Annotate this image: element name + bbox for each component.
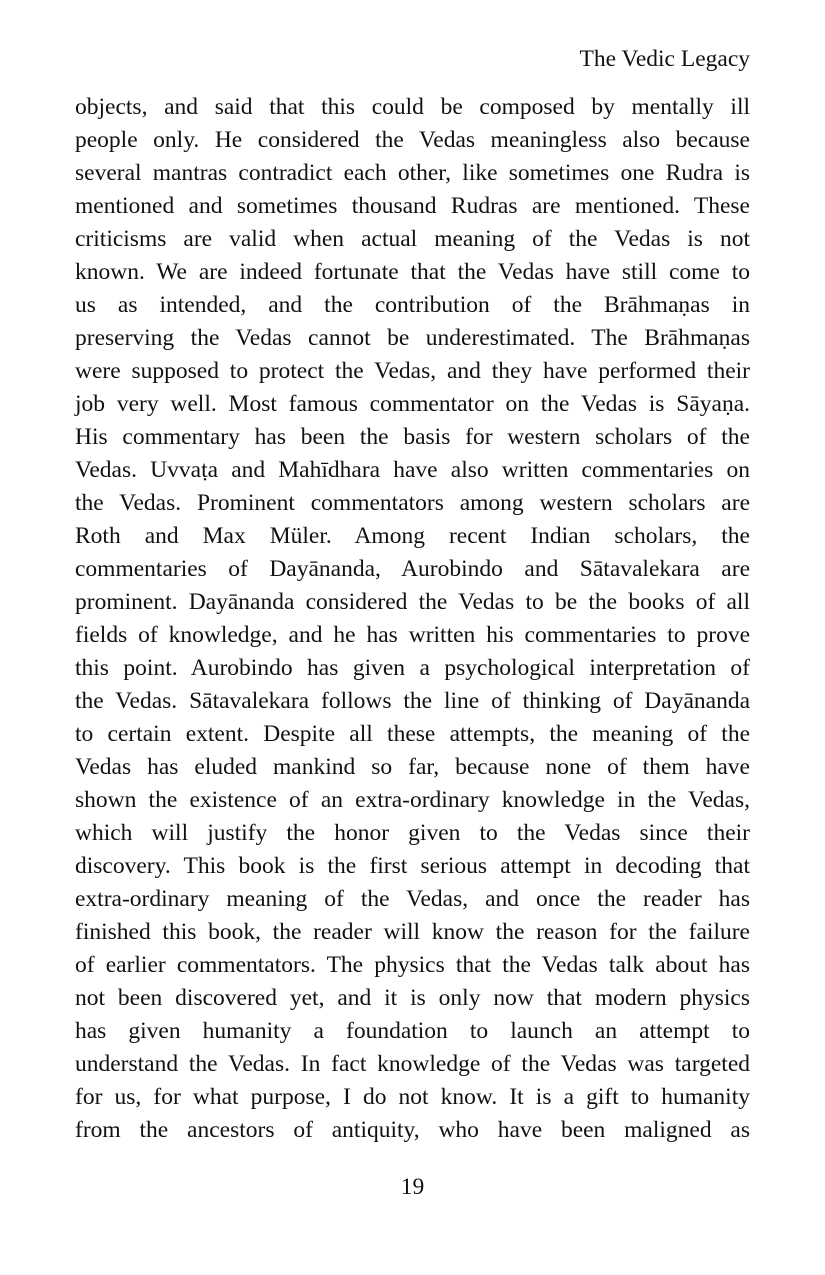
text-line: has given humanity a foundation to launch an attempt to — [75, 1018, 750, 1044]
text-line: prominent. Dayānanda considered the Vedas to be the books of all — [75, 589, 750, 615]
text-line: to certain extent. Despite all these attempts, the meaning of the — [75, 721, 750, 747]
text-line: Vedas has eluded mankind so far, because none of them have — [75, 754, 750, 780]
text-line: several mantras contradict each other, like sometimes one Rudra is — [75, 160, 750, 186]
body-text — [75, 91, 750, 1147]
text-line: from the ancestors of antiquity, who have been maligned as — [75, 1117, 750, 1143]
page-number: 19 — [400, 1174, 425, 1200]
text-line: this point. Aurobindo has given a psychological interpretation of — [75, 655, 750, 681]
running-header-title: The Vedic Legacy — [579, 46, 750, 72]
text-line: people only. He considered the Vedas meaningless also because — [75, 127, 750, 153]
text-line: were supposed to protect the Vedas, and they have performed their — [75, 358, 750, 384]
text-line: Roth and Max Müler. Among recent Indian scholars, the — [75, 523, 750, 549]
text-line: us as intended, and the contribution of the Brāhmaṇas in — [75, 292, 750, 318]
text-line: understand the Vedas. In fact knowledge of the Vedas was targeted — [75, 1051, 750, 1077]
text-line: fields of knowledge, and he has written his commentaries to prove — [75, 622, 750, 648]
text-line: job very well. Most famous commentator on the Vedas is Sāyaṇa. — [75, 391, 750, 417]
text-line: the Vedas. Sātavalekara follows the line of thinking of Dayānanda — [75, 688, 750, 714]
text-line: finished this book, the reader will know the reason for the failure — [75, 919, 750, 945]
text-line: for us, for what purpose, I do not know. It is a gift to humanity — [75, 1084, 750, 1110]
text-line: known. We are indeed fortunate that the Vedas have still come to — [75, 259, 750, 285]
text-line: mentioned and sometimes thousand Rudras are mentioned. These — [75, 193, 750, 219]
text-line: objects, and said that this could be composed by mentally ill — [75, 94, 750, 120]
text-line: commentaries of Dayānanda, Aurobindo and Sātavalekara are — [75, 556, 750, 582]
text-line: shown the existence of an extra-ordinary knowledge in the Vedas, — [75, 787, 750, 813]
text-line: His commentary has been the basis for western scholars of the — [75, 424, 750, 450]
text-line: extra-ordinary meaning of the Vedas, and once the reader has — [75, 886, 750, 912]
text-line: which will justify the honor given to the Vedas since their — [75, 820, 750, 846]
text-line: of earlier commentators. The physics that the Vedas talk about has — [75, 952, 750, 978]
text-line: preserving the Vedas cannot be underestimated. The Brāhmaṇas — [75, 325, 750, 351]
text-line: discovery. This book is the first serious attempt in decoding that — [75, 853, 750, 879]
text-line: Vedas. Uvvaṭa and Mahīdhara have also written commentaries on — [75, 457, 750, 483]
text-line: not been discovered yet, and it is only now that modern physics — [75, 985, 750, 1011]
text-line: criticisms are valid when actual meaning of the Vedas is not — [75, 226, 750, 252]
text-line: the Vedas. Prominent commentators among western scholars are — [75, 490, 750, 516]
